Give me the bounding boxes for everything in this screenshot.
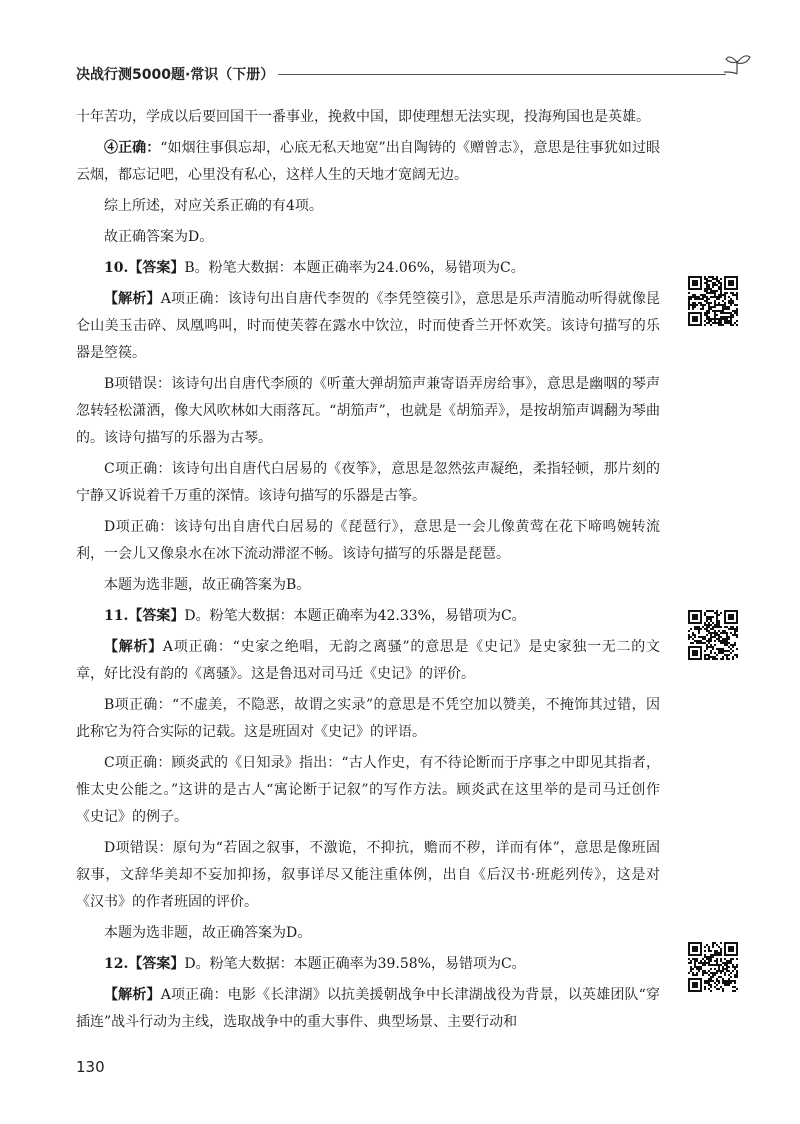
paragraph: B项正确：“不虚美，不隐恶，故谓之实录”的意思是不凭空加以赞美，不掩饰其过错，因此称它为符合实际的记载。这是班固对《史记》的评语。 <box>76 697 660 740</box>
paragraph: 本题为选非题，故正确答案为B。 <box>104 577 311 593</box>
qr-code-icon[interactable] <box>688 276 738 326</box>
analysis-paragraph: 【解析】A项正确：电影《长津湖》以抗美援朝战争中长津湖战役为背景，以英雄团队“穿插连”战斗行动为主线，选取战争中的重大事件、典型场景、主要行动和 <box>76 987 661 1030</box>
paragraph: ④正确：“如烟往事俱忘却，心底无私天地宽”出自陶铸的《赠曾志》，意思是往事犹如过眼云烟，都忘记吧，心里没有私心，这样人生的天地才宽阔无边。 <box>76 140 661 183</box>
paragraph: 故正确答案为D。 <box>104 229 214 245</box>
paragraph: 本题为选非题，故正确答案为D。 <box>104 925 312 941</box>
paragraph: C项正确：顾炎武的《日知录》指出：“古人作史，有不待论断而于序事之中即见其指者，惟太史公能之。”这讲的是古人“寓论断于记叙”的写作方法。顾炎武在这里举的是司马迁创作《史记》的例子。 <box>76 755 660 825</box>
header-title: 决战行测5000题·常识（下册） <box>76 67 275 83</box>
paragraph: B项错误：该诗句出自唐代李颀的《听董大弹胡笳声兼寄语弄房给事》，意思是幽咽的琴声忽转轻松潇洒，像大风吹林如大雨落瓦。“胡笳声”，也就是《胡笳弄》，是按胡笳声调翻为琴曲的。该诗句描写的乐器为古琴。 <box>76 376 660 446</box>
running-header <box>76 58 756 88</box>
header-rule <box>278 74 726 75</box>
paragraph: D项正确：该诗句出自唐代白居易的《琵琶行》，意思是一会儿像黄莺在花下啼鸣婉转流利，一会儿又像泉水在冰下流动滞涩不畅。该诗句描写的乐器是琵琶。 <box>76 519 660 562</box>
analysis-paragraph: 【解析】A项正确：该诗句出自唐代李贺的《李凭箜篌引》，意思是乐声清脆动听得就像昆仑山美玉击碎、凤凰鸣叫，时而使芙蓉在露水中饮泣，时而使香兰开怀欢笑。该诗句描写的乐器是箜篌。 <box>76 291 661 361</box>
paragraph: 十年苦功，学成以后要回国干一番事业，挽救中国，即使理想无法实现，投海殉国也是英雄。 <box>76 109 650 125</box>
answer-line-q12: 12.【答案】D。粉笔大数据：本题正确率为39.58%，易错项为C。 <box>104 956 526 972</box>
paragraph: 综上所述，对应关系正确的有4项。 <box>104 198 323 214</box>
answer-line-q10: 10.【答案】B。粉笔大数据：本题正确率为24.06%，易错项为C。 <box>104 260 525 276</box>
answer-explanations <box>76 104 660 1036</box>
page-number: 130 <box>76 1058 105 1076</box>
qr-code-icon[interactable] <box>688 610 738 660</box>
answer-line-q11: 11.【答案】D。粉笔大数据：本题正确率为42.33%，易错项为C。 <box>104 608 526 624</box>
paragraph: D项错误：原句为“若固之叙事，不激诡，不抑抗，赡而不秽，详而有体”，意思是像班固叙事，文辞华美却不妄加抑扬，叙事详尽又能注重体例，出自《后汉书·班彪列传》，这是对《汉书》的作者班固的评价。 <box>76 840 660 910</box>
qr-code-icon[interactable] <box>688 942 738 992</box>
paragraph: C项正确：该诗句出自唐代白居易的《夜筝》，意思是忽然弦声凝绝，柔指轻顿，那片刻的宁静又诉说着千万重的深情。该诗句描写的乐器是古筝。 <box>76 461 660 504</box>
analysis-paragraph: 【解析】A项正确：“史家之绝唱，无韵之离骚”的意思是《史记》是史家独一无二的文章，好比没有韵的《离骚》。这是鲁迅对司马迁《史记》的评价。 <box>76 639 660 682</box>
leaf-sprout-icon <box>720 52 754 78</box>
